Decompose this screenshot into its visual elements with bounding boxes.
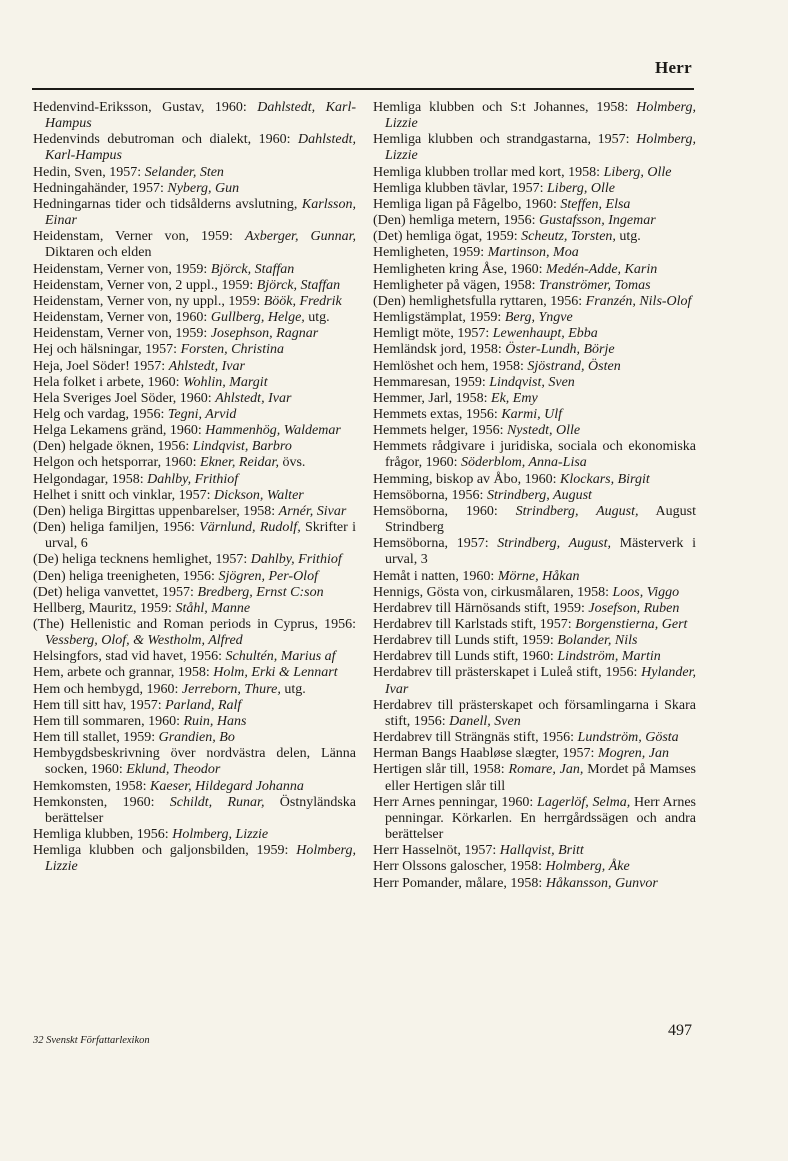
entry-title: (Den) hemlighetsfulla ryttaren, 1956: bbox=[373, 293, 586, 309]
entry-title: (Den) heliga Birgittas uppenbarelser, 1958: bbox=[33, 503, 279, 519]
entry-author: Sjögren, Per-Olof bbox=[218, 568, 318, 584]
entry-note: utg. bbox=[304, 310, 330, 326]
entry-title: Helg och vardag, 1956: bbox=[33, 406, 168, 422]
entry-title: Hemliga klubben, 1956: bbox=[33, 827, 173, 843]
entry-author: Mörne, Håkan bbox=[497, 568, 580, 584]
entry-author: Ahlstedt, Ivar bbox=[215, 390, 292, 406]
index-entry bbox=[373, 310, 696, 326]
right-column bbox=[373, 100, 696, 892]
index-entry bbox=[373, 665, 696, 697]
entry-title: Herdabrev till Karlstads stift, 1957: bbox=[373, 617, 576, 632]
entry-author: Forsten, Christina bbox=[180, 342, 285, 358]
entry-author: Jerreborn, Thure, bbox=[181, 681, 281, 697]
index-entry bbox=[33, 197, 356, 229]
entry-author: Holmberg, Lizzie bbox=[385, 100, 696, 132]
index-entry bbox=[373, 746, 696, 762]
entry-title: Heidenstam, Verner von, 2 uppl., 1959: bbox=[33, 277, 257, 293]
entry-author: Arnér, Sivar bbox=[278, 503, 347, 519]
entry-author: Tranströmer, Tomas bbox=[539, 277, 651, 293]
index-entry bbox=[373, 649, 696, 665]
index-entry bbox=[33, 278, 356, 294]
entry-author: Romare, Jan, bbox=[508, 762, 584, 778]
index-entry bbox=[33, 601, 356, 617]
entry-title: (Det) heliga vanvettet, 1957: bbox=[33, 584, 198, 600]
entry-title: Hennigs, Gösta von, cirkusmålaren, 1958: bbox=[373, 584, 613, 600]
index-entry bbox=[373, 698, 696, 730]
index-entry bbox=[33, 552, 356, 568]
entry-title: Heidenstam, Verner von, 1959: bbox=[33, 261, 211, 277]
entry-title: Hemliga klubben och S:t Johannes, 1958: bbox=[373, 100, 637, 115]
entry-title: (The) Hellenistic and Roman periods in Cyprus, 1956: bbox=[33, 617, 356, 632]
entry-title: (Den) heliga familjen, 1956: bbox=[33, 520, 200, 536]
index-entry bbox=[373, 294, 696, 310]
index-entry bbox=[33, 165, 356, 181]
entry-author: Nystedt, Olle bbox=[506, 423, 581, 439]
index-entry bbox=[33, 342, 356, 358]
index-entry bbox=[373, 569, 696, 585]
entry-title: Herdabrev till prästerskapet i Luleå stift, 1956: bbox=[373, 665, 642, 681]
entry-title: Herr Arnes penningar, 1960: bbox=[373, 794, 538, 810]
index-entry bbox=[373, 326, 696, 342]
entry-note: övs. bbox=[278, 455, 306, 471]
entry-title: Hemmets extas, 1956: bbox=[373, 406, 502, 422]
entry-author: Mogren, Jan bbox=[597, 746, 669, 762]
index-entry bbox=[33, 698, 356, 714]
entry-author: Wohlin, Margit bbox=[183, 374, 268, 390]
entry-title: Hemligstämplat, 1959: bbox=[373, 310, 505, 326]
entry-author: Björck, Staffan bbox=[256, 277, 341, 293]
index-entry bbox=[373, 359, 696, 375]
index-entry bbox=[33, 585, 356, 601]
index-entry bbox=[373, 245, 696, 261]
entry-author: Selander, Sten bbox=[144, 164, 224, 180]
entry-author: Dickson, Walter bbox=[214, 487, 304, 503]
index-entry bbox=[373, 100, 696, 132]
entry-title: Hem och hembygd, 1960: bbox=[33, 681, 182, 697]
entry-author: Holmberg, Lizzie bbox=[385, 132, 696, 164]
entry-note: August Strindberg bbox=[385, 503, 696, 536]
entry-author: Liberg, Olle bbox=[547, 180, 615, 196]
entry-title: Hertigen slår till, 1958: bbox=[373, 762, 509, 778]
entry-author: Ruin, Hans bbox=[183, 713, 247, 729]
index-entry bbox=[33, 617, 356, 649]
index-entry bbox=[373, 439, 696, 471]
index-entry bbox=[33, 779, 356, 795]
index-entry bbox=[33, 391, 356, 407]
page-number: 497 bbox=[668, 1022, 692, 1039]
index-entry bbox=[373, 843, 696, 859]
entry-author: Holmberg, Lizzie bbox=[45, 843, 356, 875]
entry-title: Herman Bangs Haabløse slægter, 1957: bbox=[373, 746, 598, 762]
index-entry bbox=[33, 229, 356, 261]
entry-title: Helsingfors, stad vid havet, 1956: bbox=[33, 649, 226, 665]
entry-title: Hej och hälsningar, 1957: bbox=[33, 342, 181, 358]
entry-note: utg. bbox=[615, 229, 641, 245]
entry-title: Hemlöshet och hem, 1958: bbox=[373, 358, 528, 374]
running-head: Herr bbox=[654, 58, 692, 77]
index-entry bbox=[373, 165, 696, 181]
entry-author: Böök, Fredrik bbox=[263, 293, 342, 309]
index-entry bbox=[33, 472, 356, 488]
index-entry bbox=[33, 682, 356, 698]
index-entry bbox=[373, 730, 696, 746]
entry-title: Herdabrev till Lunds stift, 1959: bbox=[373, 633, 558, 649]
index-entry bbox=[373, 876, 696, 892]
index-entry bbox=[373, 278, 696, 294]
entry-title: Hemsöborna, 1957: bbox=[373, 536, 498, 552]
index-entry bbox=[373, 795, 696, 843]
entry-author: Bolander, Nils bbox=[557, 633, 638, 649]
index-entry bbox=[33, 665, 356, 681]
entry-title: Helgon och hetsporrar, 1960: bbox=[33, 455, 201, 471]
index-entry bbox=[373, 229, 696, 245]
index-entry bbox=[33, 746, 356, 778]
index-entry bbox=[33, 730, 356, 746]
entry-author: Bredberg, Ernst C:son bbox=[197, 584, 324, 600]
entry-author: Gustafsson, Ingemar bbox=[539, 213, 656, 229]
entry-title: Herdabrev till prästerskapet och församlingarna i Skara stift, 1956: bbox=[373, 697, 696, 729]
index-entry bbox=[33, 488, 356, 504]
entry-title: Herdabrev till Strängnäs stift, 1956: bbox=[373, 730, 578, 746]
entry-title: Hemkomsten, 1958: bbox=[33, 778, 151, 794]
entry-author: Medén-Adde, Karin bbox=[546, 261, 658, 277]
index-entry bbox=[373, 342, 696, 358]
entry-author: Lindström, Martin bbox=[557, 649, 661, 665]
index-entry bbox=[33, 714, 356, 730]
entry-title: (Den) hemliga metern, 1956: bbox=[373, 213, 540, 229]
index-entry bbox=[33, 407, 356, 423]
entry-title: Hedin, Sven, 1957: bbox=[33, 164, 145, 180]
entry-title: Helga Lekamens gränd, 1960: bbox=[33, 423, 206, 439]
entry-author: Strindberg, August, bbox=[497, 536, 611, 552]
entry-author: Holm, Erki & Lennart bbox=[213, 665, 338, 681]
entry-title: Hem till stallet, 1959: bbox=[33, 730, 159, 746]
entry-note: Mordet på Mamses eller Hertigen slår till bbox=[385, 762, 696, 794]
entry-author: Loos, Viggo bbox=[612, 584, 680, 600]
entry-author: Klockars, Birgit bbox=[560, 471, 650, 487]
entry-title: Hemsöborna, 1956: bbox=[373, 487, 487, 503]
index-entry bbox=[373, 633, 696, 649]
entry-author: Schildt, Runar, bbox=[169, 794, 265, 810]
index-entry bbox=[373, 391, 696, 407]
entry-author: Berg, Yngve bbox=[504, 310, 573, 326]
entry-title: Hedenvind-Eriksson, Gustav, 1960: bbox=[33, 100, 258, 115]
entry-title: Hembygdsbeskrivning över nordvästra delen, Länna socken, 1960: bbox=[33, 746, 356, 778]
entry-author: Martinson, Moa bbox=[487, 245, 579, 261]
entry-title: Hellberg, Mauritz, 1959: bbox=[33, 600, 176, 616]
entry-title: Hemliga ligan på Fågelbo, 1960: bbox=[373, 196, 561, 212]
entry-author: Sjöstrand, Östen bbox=[527, 358, 621, 374]
entry-title: Herr Hasselnöt, 1957: bbox=[373, 843, 500, 859]
index-entry bbox=[373, 132, 696, 164]
index-entry bbox=[33, 375, 356, 391]
index-entry bbox=[33, 262, 356, 278]
entry-author: Eklund, Theodor bbox=[126, 762, 221, 778]
index-entry bbox=[373, 601, 696, 617]
entry-note: Skrifter i urval, 6 bbox=[45, 520, 356, 552]
index-entry bbox=[373, 181, 696, 197]
entry-author: Håkansson, Gunvor bbox=[545, 875, 658, 891]
entry-author: Dahlstedt, Karl-Hampus bbox=[45, 100, 357, 132]
entry-author: Karmi, Ulf bbox=[501, 406, 562, 422]
index-entry bbox=[373, 423, 696, 439]
entry-author: Josefson, Ruben bbox=[588, 600, 680, 616]
entry-title: Hemligt möte, 1957: bbox=[373, 326, 493, 342]
entry-title: (Den) helgade öknen, 1956: bbox=[33, 439, 193, 455]
entry-author: Dahlstedt, Karl-Hampus bbox=[45, 132, 356, 164]
entry-title: Heidenstam, Verner von, 1960: bbox=[33, 310, 211, 326]
entry-title: Heidenstam, Verner von, 1959: bbox=[33, 229, 245, 245]
entry-author: Ståhl, Manne bbox=[175, 600, 251, 616]
entry-title: Hemkonsten, 1960: bbox=[33, 794, 170, 810]
entry-author: Grandien, Bo bbox=[158, 730, 235, 746]
entry-author: Josephson, Ragnar bbox=[210, 326, 319, 342]
index-entry bbox=[33, 359, 356, 375]
entry-title: (De) heliga tecknens hemlighet, 1957: bbox=[33, 552, 251, 568]
entry-author: Scheutz, Torsten, bbox=[521, 229, 616, 245]
entry-title: Hemliga klubben och galjonsbilden, 1959: bbox=[33, 843, 297, 859]
entry-author: Tegni, Arvid bbox=[167, 406, 237, 422]
entry-author: Holmberg, Åke bbox=[545, 859, 630, 875]
entry-author: Karlsson, Einar bbox=[45, 196, 356, 229]
entry-author: Franzén, Nils-Olof bbox=[585, 293, 692, 309]
entry-title: Hemliga klubben tävlar, 1957: bbox=[373, 180, 548, 196]
entry-author: Danell, Sven bbox=[449, 713, 521, 729]
entry-author: Gullberg, Helge, bbox=[210, 310, 305, 326]
entry-title: Hela folket i arbete, 1960: bbox=[33, 374, 184, 390]
entry-note: utg. bbox=[280, 681, 306, 697]
index-entry bbox=[373, 213, 696, 229]
header-rule bbox=[32, 88, 694, 90]
index-entry bbox=[33, 649, 356, 665]
entry-note: Mästerverk i urval, 3 bbox=[385, 536, 696, 568]
index-entry bbox=[33, 455, 356, 471]
index-entry bbox=[33, 326, 356, 342]
entry-author: Ekner, Reidar, bbox=[200, 455, 279, 471]
entry-author: Liberg, Olle bbox=[603, 164, 672, 180]
entry-author: Axberger, Gunnar, bbox=[244, 229, 356, 245]
entry-title: Hedenvinds debutroman och dialekt, 1960: bbox=[33, 132, 299, 148]
entry-title: Hem till sitt hav, 1957: bbox=[33, 697, 166, 713]
entry-author: Hallqvist, Britt bbox=[499, 843, 584, 859]
entry-title: Heidenstam, Verner von, ny uppl., 1959: bbox=[33, 293, 264, 309]
entry-title: (Det) hemliga ögat, 1959: bbox=[373, 229, 522, 245]
entry-author: Värnlund, Rudolf, bbox=[199, 520, 301, 536]
entry-title: Heja, Joel Söder! 1957: bbox=[33, 358, 169, 374]
entry-author: Parland, Ralf bbox=[165, 697, 242, 713]
entry-author: Schultén, Marius af bbox=[225, 649, 336, 665]
entry-title: Hemming, biskop av Åbo, 1960: bbox=[373, 471, 561, 487]
index-entry bbox=[33, 423, 356, 439]
index-entry bbox=[33, 100, 356, 132]
entry-title: Hemmets helger, 1956: bbox=[373, 423, 507, 439]
entry-title: (Den) heliga treenigheten, 1956: bbox=[33, 568, 219, 584]
entry-title: Herdabrev till Lunds stift, 1960: bbox=[373, 649, 558, 665]
entry-author: Ek, Emy bbox=[491, 390, 538, 406]
entry-author: Lewenhaupt, Ebba bbox=[492, 326, 598, 342]
entry-title: Herr Olssons galoscher, 1958: bbox=[373, 859, 546, 875]
index-entry bbox=[33, 827, 356, 843]
index-entry bbox=[373, 197, 696, 213]
entry-title: Hemåt i natten, 1960: bbox=[373, 568, 498, 584]
entry-title: Hemmets rådgivare i juridiska, sociala och ekonomiska frågor, 1960: bbox=[373, 439, 696, 471]
entry-title: Herdabrev till Härnösands stift, 1959: bbox=[373, 600, 589, 616]
index-entry bbox=[33, 181, 356, 197]
entry-author: Vessberg, Olof, & Westholm, Alfred bbox=[45, 633, 243, 649]
index-entry bbox=[33, 843, 356, 875]
entry-title: Hedningarnas tider och tidsålderns avslutning, bbox=[33, 196, 302, 212]
entry-author: Lagerlöf, Selma, bbox=[537, 794, 631, 810]
entry-title: Hemligheter på vägen, 1958: bbox=[373, 277, 540, 293]
entry-title: Hem, arbete och grannar, 1958: bbox=[33, 665, 214, 681]
entry-title: Hemmer, Jarl, 1958: bbox=[373, 390, 492, 406]
entry-author: Ahlstedt, Ivar bbox=[168, 358, 245, 374]
entry-author: Holmberg, Lizzie bbox=[172, 827, 269, 843]
entry-title: Hem till sommaren, 1960: bbox=[33, 713, 184, 729]
entry-title: Helhet i snitt och vinklar, 1957: bbox=[33, 487, 215, 503]
index-entry bbox=[373, 375, 696, 391]
entry-author: Nyberg, Gun bbox=[167, 180, 240, 196]
index-entry bbox=[33, 310, 356, 326]
entry-title: Hemliga klubben trollar med kort, 1958: bbox=[373, 164, 604, 180]
index-entry bbox=[33, 504, 356, 520]
index-entry bbox=[33, 520, 356, 552]
entry-title: Hemligheten kring Åse, 1960: bbox=[373, 261, 547, 277]
index-entry bbox=[373, 536, 696, 568]
entry-author: Strindberg, August, bbox=[515, 503, 639, 519]
entry-title: Hemliga klubben och strandgastarna, 1957: bbox=[373, 132, 637, 148]
entry-author: Dahlby, Frithiof bbox=[250, 552, 342, 568]
entry-author: Strindberg, August bbox=[486, 487, 592, 503]
entry-title: Hela Sveriges Joel Söder, 1960: bbox=[33, 390, 216, 406]
entry-author: Steffen, Elsa bbox=[560, 196, 631, 212]
index-entry bbox=[373, 585, 696, 601]
entry-note: Östnyländska berättelser bbox=[45, 794, 356, 826]
entry-author: Lundström, Gösta bbox=[577, 730, 679, 746]
entry-author: Dahlby, Frithiof bbox=[147, 471, 239, 487]
entry-author: Björck, Staffan bbox=[210, 261, 295, 277]
index-entry bbox=[33, 439, 356, 455]
left-column bbox=[33, 100, 356, 876]
entry-author: Söderblom, Anna-Lisa bbox=[461, 455, 587, 471]
entry-title: Hedningahänder, 1957: bbox=[33, 180, 168, 196]
index-entry bbox=[33, 132, 356, 164]
index-entry bbox=[373, 407, 696, 423]
entry-title: Hemländsk jord, 1958: bbox=[373, 342, 506, 358]
entry-note: Diktaren och elden bbox=[45, 245, 152, 261]
index-entry bbox=[373, 262, 696, 278]
index-entry bbox=[373, 504, 696, 536]
entry-author: Öster-Lundh, Börje bbox=[505, 342, 615, 358]
entry-author: Hylander, Ivar bbox=[385, 665, 696, 697]
entry-author: Kaeser, Hildegard Johanna bbox=[150, 778, 304, 794]
entry-author: Borgenstierna, Gert bbox=[575, 617, 688, 632]
entry-note: Herr Arnes penningar. Körkarlen. En herrgårdssägen och andra berättelser bbox=[385, 794, 696, 843]
entry-title: Hemsöborna, 1960: bbox=[373, 503, 516, 519]
footer-signature: 32 Svenskt Författarlexikon bbox=[33, 1035, 150, 1046]
index-entry bbox=[33, 569, 356, 585]
index-entry bbox=[33, 795, 356, 827]
entry-title: Hemmaresan, 1959: bbox=[373, 374, 490, 390]
index-entry bbox=[33, 294, 356, 310]
index-entry bbox=[373, 472, 696, 488]
index-entry bbox=[373, 617, 696, 633]
index-entry bbox=[373, 859, 696, 875]
entry-title: Heidenstam, Verner von, 1959: bbox=[33, 326, 211, 342]
entry-title: Hemligheten, 1959: bbox=[373, 245, 488, 261]
entry-author: Lindqvist, Sven bbox=[489, 374, 575, 390]
entry-author: Hammenhög, Waldemar bbox=[205, 423, 341, 439]
entry-title: Herr Pomander, målare, 1958: bbox=[373, 875, 546, 891]
entry-title: Helgondagar, 1958: bbox=[33, 471, 148, 487]
index-entry bbox=[373, 762, 696, 794]
index-entry bbox=[373, 488, 696, 504]
entry-author: Lindqvist, Barbro bbox=[192, 439, 292, 455]
